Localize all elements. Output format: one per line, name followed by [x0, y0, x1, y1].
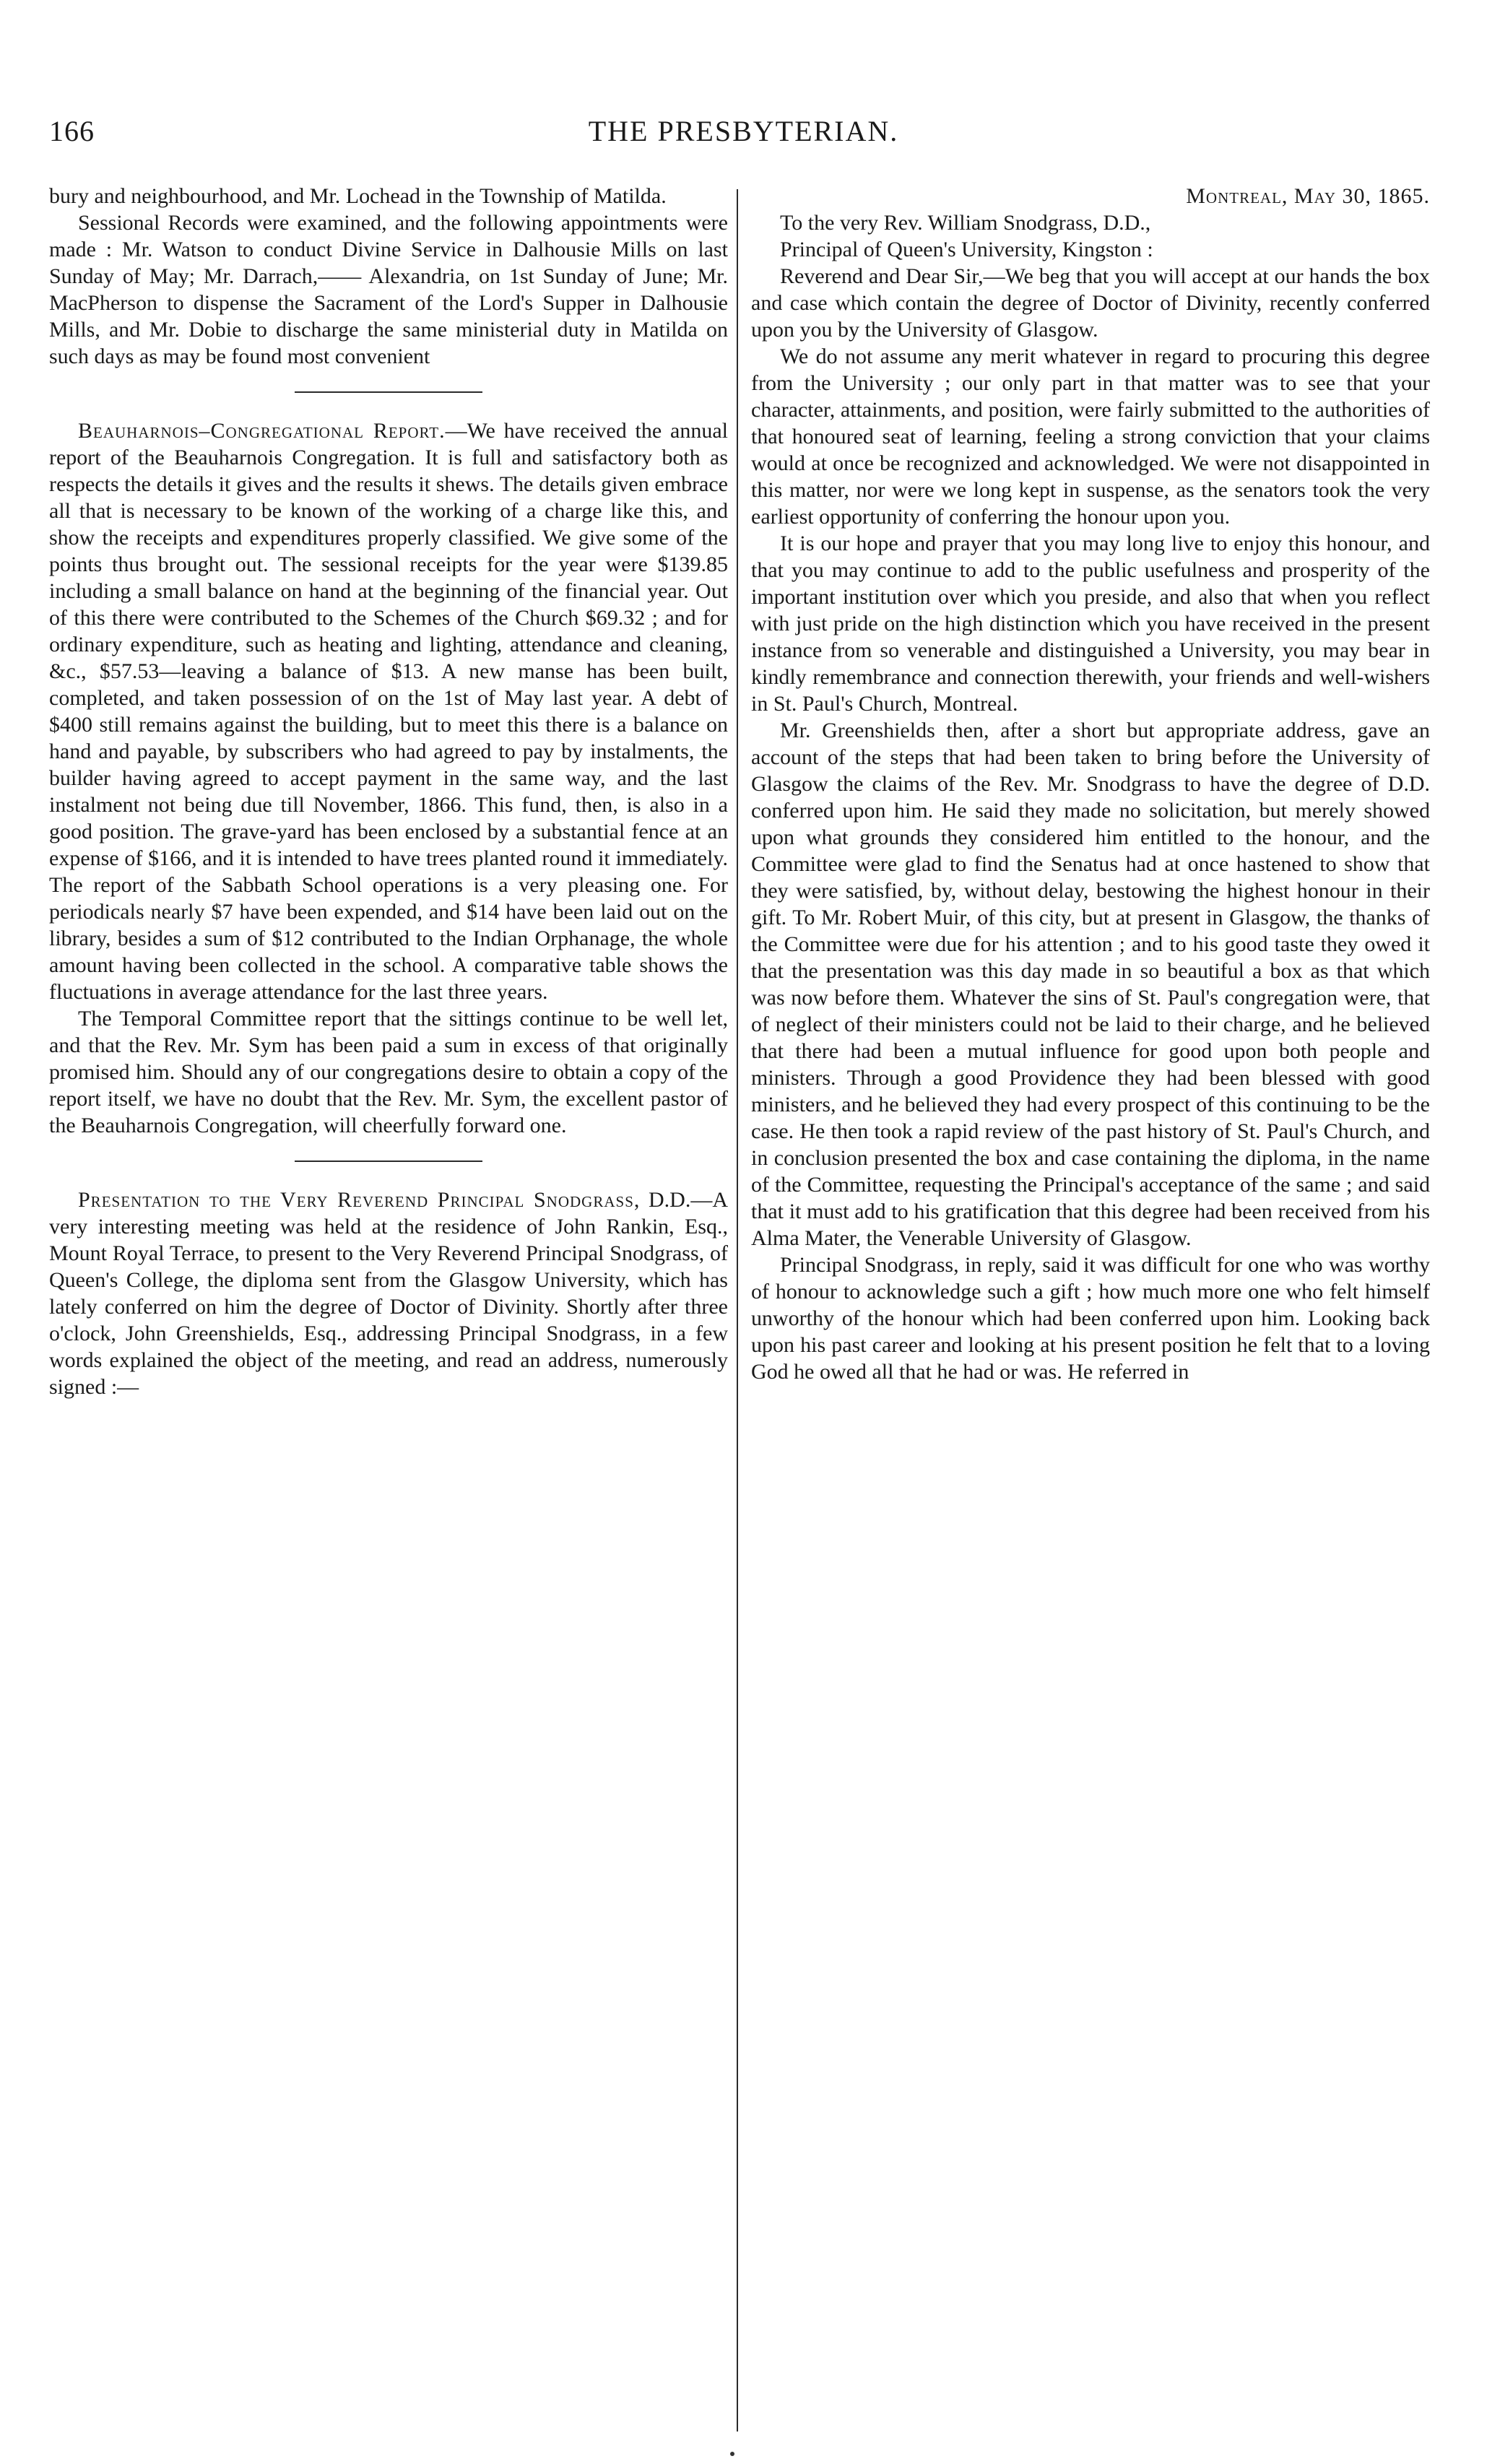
section-divider: [295, 1161, 482, 1162]
right-paragraph-2: We do not assume any merit whatever in regard to procuring this degree from the University ; our only part in that matter was to see that your character, attainments, and position, were fairly submitted to the authorities of that honoured seat of learning, feeling a strong conviction that your claims would at once be recognized and acknowledged. We were not disappointed in this matter, nor were we long kept in suspense, as the senators took the very earliest opportunity of conferring the honour upon you.: [751, 344, 1430, 529]
column-divider: [737, 189, 738, 2432]
beauharnois-paragraph: [49, 417, 728, 1005]
left-column: [49, 183, 728, 1400]
running-title: THE PRESBYTERIAN.: [588, 115, 899, 147]
right-paragraph-1: Reverend and Dear Sir,—We beg that you will accept at our hands the box and case which contain the degree of Doctor of Divinity, recently conferred upon you by the University of Glasgow.: [751, 264, 1430, 342]
right-paragraph-4: Mr. Greenshields then, after a short but appropriate address, gave an account of the steps that had been taken to bring before the University of Glasgow the claims of the Rev. Mr. Snodgrass to have the degree of D.D. conferred upon him. He said they made no solicitation, but merely showed upon what grounds they considered him entitled to the honour, and the Committee were glad to find the Senatus had at once hastened to show that they were satisfied, by, without delay, bestowing the highest honour in their gift. To Mr. Robert Muir, of this city, but at present in Glasgow, the thanks of the Committee were due for his attention ; and to his good taste they owed it that the presentation was this day made in so beautiful a box as that which was now before them. Whatever the sins of St. Paul's congregation were, that of neglect of their ministers could not be laid to their charge, and he believed that there had been a mutual influence for good upon both people and ministers. Through a good Providence they had been blessed with good ministers, and he believed they had every prospect of this continuing to be the case. He then took a rapid review of the past history of St. Paul's Church, and in conclusion presented the box and case containing the diploma, in the name of the Committee, requesting the Principal's acceptance of the same ; and said that it must add to his gratification that this degree had been received from his Alma Mater, the Venerable University of Glasgow.: [751, 719, 1430, 1250]
beauharnois-body: —We have received the annual report of the Beauharnois Congregation. It is full and satisfactory both as respects the details it gives and the results it shews. The details given embrace all that is necessary to be known of the working of a charge like this, and show the receipts and expenditures properly classified. We give some of the points thus brought out. The sessional receipts for the year were $139.85 including a small balance on hand at the beginning of the financial year. Out of this there were contributed to the Schemes of the Church $69.32 ; and for ordinary expenditure, such as heating and lighting, attendance and cleaning, &c., $57.53—leaving a balance of $13. A new manse has been built, completed, and taken possession of on the 1st of May last year. A debt of $400 still remains against the building, but to meet this there is a balance on hand and payable, by subscribers who had agreed to pay by instalments, the builder having agreed to accept payment in the same way, and the last instalment not being due till November, 1866. This fund, then, is also in a good position. The grave-yard has been enclosed by a substantial fence at an expense of $166, and it is intended to have trees planted round it immediately. The report of the Sabbath School operations is a very pleasing one. For periodicals nearly $7 have been expended, and $14 have been laid out on the library, besides a sum of $12 contributed to the Indian Orphanage, the whole amount having been collected in the school. A comparative table shows the fluctuations in average attendance for the last three years.: [49, 419, 728, 1004]
beauharnois-heading: Beauharnois–Congregational Report.: [78, 419, 446, 443]
presentation-body: D.D.—A very interesting meeting was held at the residence of John Rankin, Esq., Mount Royal Terrace, to present to the Very Reverend Principal Snodgrass, of Queen's College, the diploma sent from the Glasgow University, which has lately conferred on him the degree of Doctor of Divinity. Shortly after three o'clock, John Greenshields, Esq., addressing Principal Snodgrass, in a few words explained the object of the meeting, and read an address, numerously signed :—: [49, 1188, 728, 1399]
presentation-paragraph: [49, 1187, 728, 1400]
address-recipient-title: Principal of Queen's University, Kingston :: [780, 238, 1153, 261]
right-paragraph-3: It is our hope and prayer that you may long live to enjoy this honour, and that you may continue to add to the public usefulness and prosperity of the important institution over which you preside, and also that when you reflect with just pride on the high distinction which you have received in the present instance from so venerable and distinguished a University, you may bear in kindly remembrance and connection therewith, your friends and well-wishers in St. Paul's Church, Montreal.: [751, 532, 1430, 716]
address-dateline: Montreal, May 30, 1865.: [1186, 184, 1430, 208]
temporal-committee-paragraph: The Temporal Committee report that the sittings continue to be well let, and that the Rev. Mr. Sym has been paid a sum in excess of that originally promised him. Should any of our congregations desire to obtain a copy of the report itself, we have no doubt that the Rev. Mr. Sym, the excellent pastor of the Beauharnois Congregation, will cheerfully forward one.: [49, 1007, 728, 1137]
left-paragraph-1: bury and neighbourhood, and Mr. Lochead in the Township of Matilda.: [49, 184, 667, 208]
right-paragraph-5: Principal Snodgrass, in reply, said it was difficult for one who was worthy of honour to acknowledge such a gift ; how much more one who felt himself unworthy of the honour which had been conferred upon him. Looking back upon his past career and looking at his present position he felt that to a loving God he owed all that he had or was. He referred in: [751, 1253, 1430, 1384]
print-mark: [730, 2452, 734, 2456]
left-paragraph-2: Sessional Records were examined, and the following appointments were made : Mr. Watson to conduct Divine Service in Dalhousie Mills on last Sunday of May; Mr. Darrach,—— Alexandria, on 1st Sunday of June; Mr. MacPherson to dispense the Sacrament of the Lord's Supper in Dalhousie Mills, and Mr. Dobie to discharge the same ministerial duty in Matilda on such days as may be found most convenient: [49, 211, 728, 368]
page-number: 166: [49, 115, 95, 147]
right-column: [751, 183, 1430, 1385]
address-recipient: To the very Rev. William Snodgrass, D.D.,: [780, 211, 1151, 235]
page-header: [0, 108, 1487, 166]
section-divider: [295, 391, 482, 393]
presentation-heading: Presentation to the Very Reverend Principal Snodgrass,: [78, 1188, 641, 1212]
